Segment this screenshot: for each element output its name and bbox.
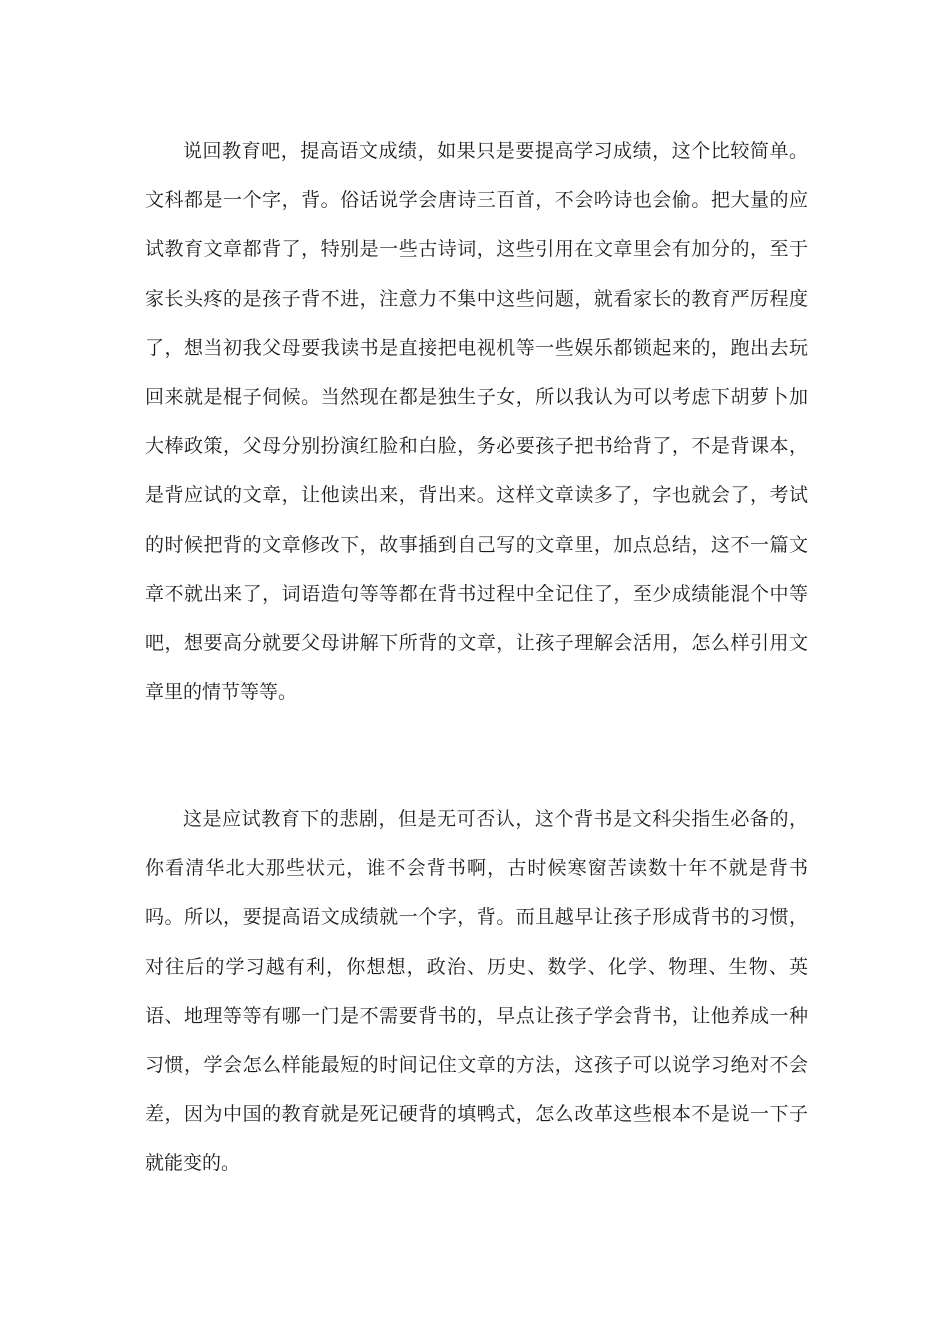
paragraph-exam-education: 这是应试教育下的悲剧，但是无可否认，这个背书是文科尖指生必备的，你看清华北大那些状元，谁不会背书啊，古时候寒窗苦读数十年不就是背书吗。所以，要提高语文成绩就一个字，背。而且越早让孩子形成背书的习惯，对往后的学习越有利，你想想，政治、历史、数学、化学、物理、生物、英语、地理等等有哪一门是不需要背书的，早点让孩子学会背书，让他养成一种习惯，学会怎么样能最短的时间记住文章的方法，这孩子可以说学习绝对不会差，因为中国的教育就是死记硬背的填鸭式，怎么改革这些根本不是说一下子就能变的。 [145,808,808,1175]
paragraph-recitation-advice: 说回教育吧，提高语文成绩，如果只是要提高学习成绩，这个比较简单。文科都是一个字，背。俗话说学会唐诗三百首，不会吟诗也会偷。把大量的应试教育文章都背了，特别是一些古诗词，这些引用在文章里会有加分的，至于家长头疼的是孩子背不进，注意力不集中这些问题，就看家长的教育严厉程度了，想当初我父母要我读书是直接把电视机等一些娱乐都锁起来的，跑出去玩回来就是棍子伺候。当然现在都是独生子女，所以我认为可以考虑下胡萝卜加大棒政策，父母分别扮演红脸和白脸，务必要孩子把书给背了，不是背课本，是背应试的文章，让他读出来，背出来。这样文章读多了，字也就会了，考试的时候把背的文章修改下，故事插到自己写的文章里，加点总结，这不一篇文章不就出来了，词语造句等等都在背书过程中全记住了，至少成绩能混个中等吧，想要高分就要父母讲解下所背的文章，让孩子理解会活用，怎么样引用文章里的情节等等。 [145,140,808,704]
